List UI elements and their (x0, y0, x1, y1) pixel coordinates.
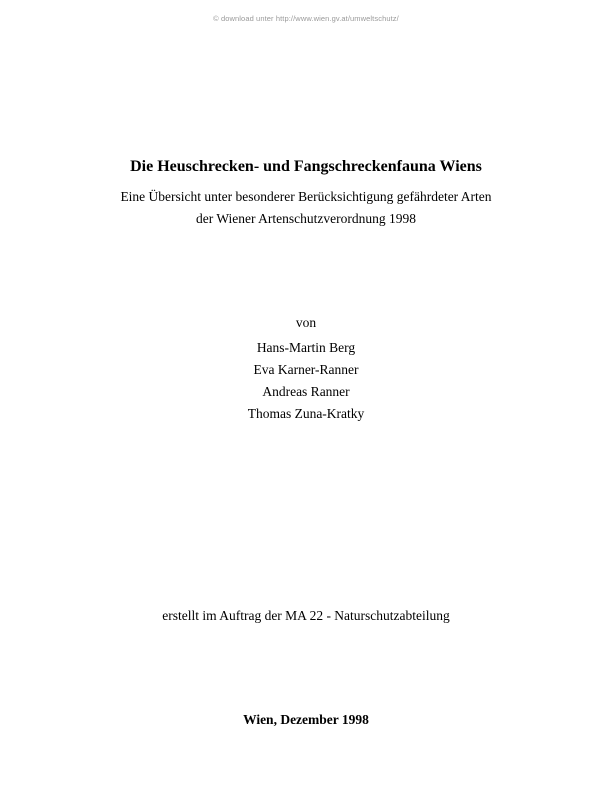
author-name: Thomas Zuna-Kratky (247, 406, 365, 421)
subtitle-line-2: der Wiener Artenschutzverordnung 1998 (195, 211, 416, 226)
commission-statement: erstellt im Auftrag der MA 22 - Naturschutzabteilung (162, 608, 450, 623)
by-label: von (295, 315, 317, 330)
author-list (0, 337, 612, 425)
author-name: Eva Karner-Ranner (253, 362, 359, 377)
document-title: Die Heuschrecken- und Fangschreckenfauna Wiens (130, 158, 482, 175)
author-name: Hans-Martin Berg (256, 340, 356, 355)
author-name: Andreas Ranner (262, 384, 350, 399)
download-watermark: © download unter http://www.wien.gv.at/umweltschutz/ (213, 14, 399, 23)
subtitle-line-1: Eine Übersicht unter besonderer Berücksichtigung gefährdeter Arten (120, 189, 492, 204)
place-and-date: Wien, Dezember 1998 (243, 712, 369, 727)
